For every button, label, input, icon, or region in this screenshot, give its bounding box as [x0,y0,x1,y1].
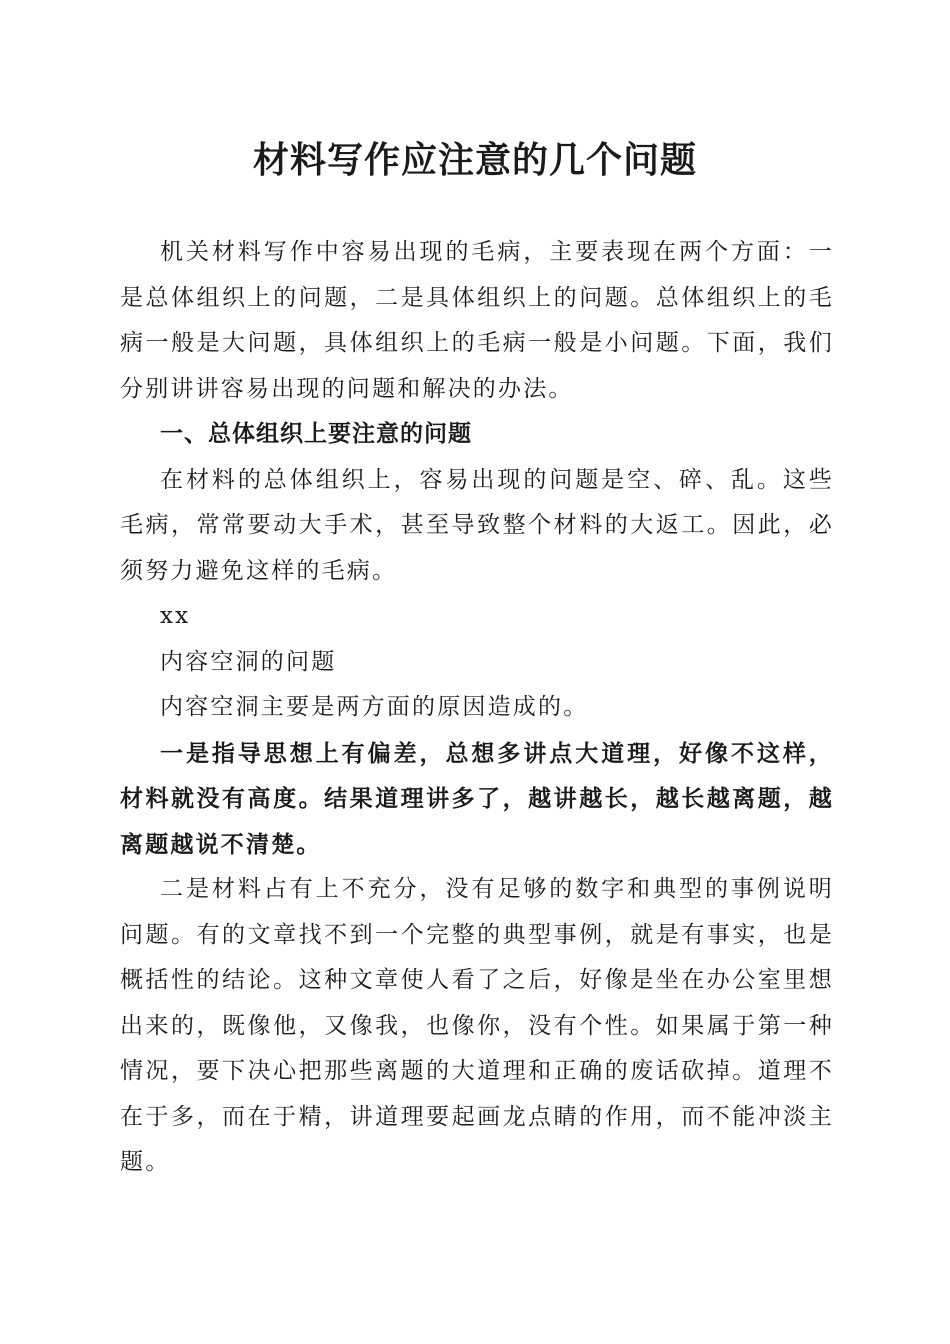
first-cause-paragraph: 一是指导思想上有偏差，总想多讲点大道理，好像不这样，材料就没有高度。结果道理讲多了，越讲越长，越长越离题，越离题越说不清楚。 [120,739,834,858]
placeholder-line: xx [160,603,191,629]
cause-summary-paragraph: 内容空洞主要是两方面的原因造成的。 [160,694,589,720]
second-cause-paragraph: 二是材料占有上不充分，没有足够的数字和典型的事例说明问题。有的文章找不到一个完整的典型事例，就是有事实，也是概括性的结论。这种文章使人看了之后，好像是坐在办公室里想出来的，既像他，又像我，也像你，没有个性。如果属于第一种情况，要下决心把那些离题的大道理和正确的废话砍掉。道理不在于多，而在于精，讲道理要起画龙点睛的作用，而不能冲淡主题。 [120,876,834,1175]
section-heading: 一、总体组织上要注意的问题 [160,421,472,447]
document-title: 材料写作应注意的几个问题 [252,139,697,181]
intro-paragraph: 机关材料写作中容易出现的毛病，主要表现在两个方面：一是总体组织上的问题，二是具体组织上的问题。总体组织上的毛病一般是大问题，具体组织上的毛病一般是小问题。下面，我们分别讲讲容易出现的问题和解决的办法。 [120,239,834,402]
document-body [120,230,834,1186]
subsection-heading: 内容空洞的问题 [160,648,337,675]
section-intro-paragraph: 在材料的总体组织上，容易出现的问题是空、碎、乱。这些毛病，常常要动大手术，甚至导致整个材料的大返工。因此，必须努力避免这样的毛病。 [120,466,834,584]
